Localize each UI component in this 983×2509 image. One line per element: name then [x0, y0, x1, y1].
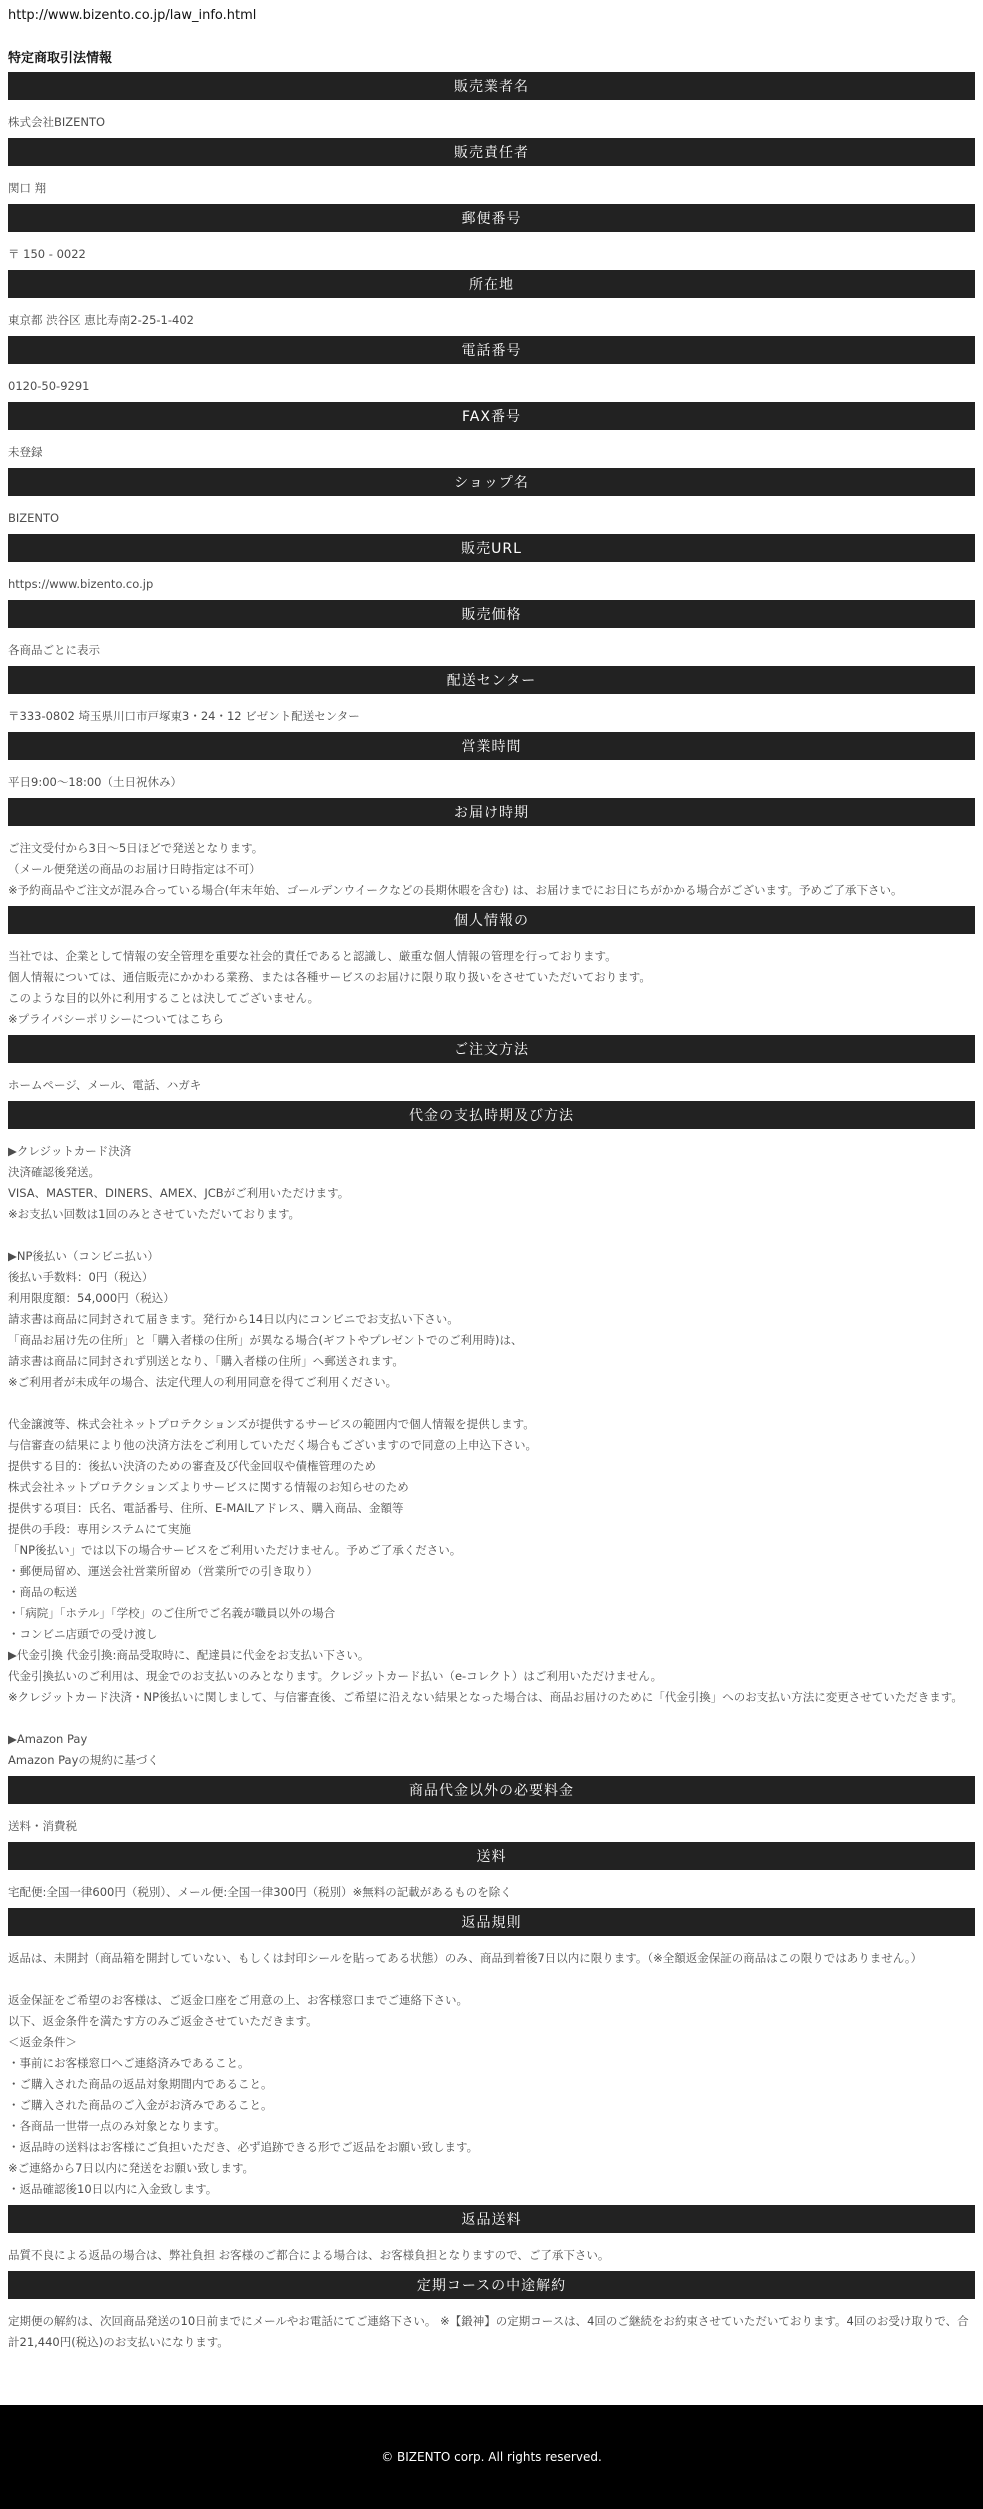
- text-line: [8, 1708, 975, 1729]
- text-line: ※ご利用者が未成年の場合、法定代理人の利用同意を得てご利用ください。: [8, 1375, 398, 1389]
- text-line: 決済確認後発送。: [8, 1165, 100, 1179]
- section-content: [8, 112, 975, 133]
- text-line: BIZENTO: [8, 511, 60, 525]
- text-line: ・各商品一世帯一点のみ対象となります。: [8, 2119, 226, 2133]
- section-heading: 返品送料: [461, 2212, 522, 2228]
- section-heading: 商品代金以外の必要料金: [409, 1783, 574, 1799]
- text-line: 請求書は商品に同封されず別送となり、「購入者様の住所」へ郵送されます。: [8, 1354, 404, 1368]
- section-heading: 営業時間: [461, 739, 522, 755]
- text-line: 「NP後払い」では以下の場合サービスをご利用いただけません。予めご了承ください。: [8, 1543, 462, 1557]
- text-line: 当社では、企業として情報の安全管理を重要な社会的責任であると認識し、厳重な個人情報の管理を行っております。: [8, 949, 617, 963]
- text-line: 個人情報については、通信販売にかかわる業務、または各種サービスのお届けに限り取り扱いをさせていただいております。: [8, 970, 651, 984]
- text-line: [8, 1225, 975, 1246]
- section-content: [8, 772, 975, 793]
- section-heading: 配送センター: [446, 673, 537, 689]
- section-heading: ショップ名: [454, 475, 529, 491]
- text-line: ・ご購入された商品の返品対象期間内であること。: [8, 2077, 273, 2091]
- text-line: ご注文受付から3日～5日ほどで発送となります。: [8, 841, 264, 855]
- text-line: 宅配便:全国一律600円（税別）、メール便:全国一律300円（税別）※無料の記載があるものを除く: [8, 1885, 512, 1899]
- section-content: [8, 442, 975, 463]
- text-line: 東京都 渋谷区 恵比寿南2-25-1-402: [8, 313, 194, 327]
- text-line: ▶Amazon Pay: [8, 1732, 88, 1746]
- text-line: 平日9:00～18:00（土日祝休み）: [8, 775, 182, 789]
- section-content: [8, 838, 975, 901]
- text-line: 代金引換払いのご利用は、現金でのお支払いのみとなります。クレジットカード払い（e-コレクト）はご利用いただけません。: [8, 1669, 663, 1683]
- text-line: ▶代金引換 代金引換:商品受取時に、配達員に代金をお支払い下さい。: [8, 1648, 370, 1662]
- text-line: 〒 150 - 0022: [8, 247, 86, 261]
- section-content: [8, 508, 975, 529]
- text-line: ・コンビニ店頭での受け渡し: [8, 1627, 158, 1641]
- text-line: （メール便発送の商品のお届け日時指定は不可）: [8, 862, 261, 876]
- section-header-bar: [8, 72, 975, 100]
- section-content: [8, 310, 975, 331]
- text-line: https://www.bizento.co.jp: [8, 577, 154, 591]
- text-line: [8, 1969, 975, 1990]
- text-line: このような目的以外に利用することは決してございません。: [8, 991, 320, 1005]
- section-heading: 販売価格: [461, 607, 522, 623]
- page-title: 特定商取引法情報: [8, 51, 113, 66]
- section-heading: 電話番号: [461, 343, 522, 359]
- text-line: ※予約商品やご注文が混み合っている場合(年末年始、ゴールデンウイークなどの長期休暇を含む) は、お届けまでにお日にちがかかる場合がございます。予めご了承下さい。: [8, 883, 903, 897]
- section-heading: 返品規則: [461, 1915, 522, 1931]
- text-line: ・商品の転送: [8, 1585, 77, 1599]
- text-line: ※クレジットカード決済・NP後払いに関しまして、与信審査後、ご希望に沿えない結果となった場合は、商品お届けのために「代金引換」へのお支払い方法に変更させていただきます。: [8, 1690, 963, 1704]
- section-heading: 所在地: [469, 277, 514, 293]
- section-content: [8, 1948, 975, 2200]
- section-heading: 郵便番号: [461, 211, 522, 227]
- section-content: [8, 178, 975, 199]
- sections-container: [8, 72, 975, 2353]
- page-footer: [0, 2405, 983, 2509]
- section-header-bar: [8, 138, 975, 166]
- section-header-bar: [8, 402, 975, 430]
- text-line: ※お支払い回数は1回のみとさせていただいております。: [8, 1207, 301, 1221]
- text-line: 提供する項目：氏名、電話番号、住所、E-MAILアドレス、購入商品、金額等: [8, 1501, 404, 1515]
- text-line: ホームページ、メール、電話、ハガキ: [8, 1078, 202, 1092]
- text-line: 与信審査の結果により他の決済方法をご利用していただく場合もございますので同意の上申込下さい。: [8, 1438, 537, 1452]
- section-content: [8, 574, 975, 595]
- section-header-bar: [8, 1842, 975, 1870]
- section-header-bar: [8, 1101, 975, 1129]
- text-line: VISA、MASTER、DINERS、AMEX、JCBがご利用いただけます。: [8, 1186, 350, 1200]
- section-header-bar: [8, 1035, 975, 1063]
- section-header-bar: [8, 666, 975, 694]
- section-header-bar: [8, 2205, 975, 2233]
- text-line: 以下、返金条件を満たす方のみご返金させていただきます。: [8, 2014, 318, 2028]
- text-line: 請求書は商品に同封されて届きます。発行から14日以内にコンビニでお支払い下さい。: [8, 1312, 459, 1326]
- text-line: 返品は、未開封（商品箱を開封していない、もしくは封印シールを貼ってある状態）のみ、商品到着後7日以内に限ります。（※全額返金保証の商品はこの限りではありません。）: [8, 1951, 923, 1965]
- copyright-text: © BIZENTO corp. All rights reserved.: [381, 2450, 602, 2464]
- section-header-bar: [8, 2271, 975, 2299]
- text-line: 「商品お届け先の住所」と「購入者様の住所」が異なる場合(ギフトやプレゼントでのご利用時)は、: [8, 1333, 523, 1347]
- section-content: [8, 2245, 975, 2266]
- section-content: [8, 640, 975, 661]
- section-content: [8, 376, 975, 397]
- section-heading: FAX番号: [462, 409, 521, 425]
- text-line: 返金保証をご希望のお客様は、ご返金口座をご用意の上、お客様窓口までご連絡下さい。: [8, 1993, 468, 2007]
- section-heading: 販売URL: [461, 541, 522, 557]
- text-line: ・郵便局留め、運送会社営業所留め（営業所での引き取り）: [8, 1564, 319, 1578]
- text-line: ・返品確認後10日以内に入金致します。: [8, 2182, 218, 2196]
- text-line: 後払い手数料：0円（税込）: [8, 1270, 154, 1284]
- section-heading: お届け時期: [454, 805, 529, 821]
- section-header-bar: [8, 798, 975, 826]
- text-line: ・「病院」「ホテル」「学校」のご住所でご名義が職員以外の場合: [8, 1606, 336, 1620]
- text-line: 未登録: [8, 445, 43, 459]
- section-content: [8, 1075, 975, 1096]
- section-content: [8, 2311, 975, 2353]
- text-line: 〒333-0802 埼玉県川口市戸塚東3・24・12 ビゼント配送センター: [8, 709, 360, 723]
- section-header-bar: [8, 468, 975, 496]
- section-header-bar: [8, 732, 975, 760]
- section-heading: 代金の支払時期及び方法: [409, 1108, 574, 1124]
- section-header-bar: [8, 204, 975, 232]
- text-line: [8, 1393, 975, 1414]
- text-line: Amazon Payの規約に基づく: [8, 1753, 159, 1767]
- section-content: [8, 244, 975, 265]
- text-line: 各商品ごとに表示: [8, 643, 100, 657]
- section-header-bar: [8, 534, 975, 562]
- text-line: 0120-50-9291: [8, 379, 90, 393]
- text-line: ・ご購入された商品のご入金がお済みであること。: [8, 2098, 273, 2112]
- text-line: ※ご連絡から7日以内に発送をお願い致します。: [8, 2161, 255, 2175]
- text-line: 関口 翔: [8, 181, 47, 195]
- text-line: ＜返金条件＞: [8, 2035, 77, 2049]
- text-line: 株式会社BIZENTO: [8, 115, 106, 129]
- section-heading: 販売責任者: [454, 145, 529, 161]
- text-line: 代金譲渡等、株式会社ネットプロテクションズが提供するサービスの範囲内で個人情報を提供します。: [8, 1417, 535, 1431]
- section-heading: 販売業者名: [454, 79, 529, 95]
- text-line: 提供する目的：後払い決済のための審査及び代金回収や債権管理のため: [8, 1459, 376, 1473]
- text-line: 株式会社ネットプロテクションズよりサービスに関する情報のお知らせのため: [8, 1480, 409, 1494]
- text-line: ※プライバシーポリシーについてはこちら: [8, 1012, 224, 1026]
- text-line: ・返品時の送料はお客様にご負担いただき、必ず追跡できる形でご返品をお願い致します。: [8, 2140, 479, 2154]
- section-content: [8, 1141, 975, 1771]
- text-line: 品質不良による返品の場合は、弊社負担 お客様のご都合による場合は、お客様負担となりますので、ご了承下さい。: [8, 2248, 610, 2262]
- section-content: [8, 1816, 975, 1837]
- section-content: [8, 1882, 975, 1903]
- section-heading: 送料: [476, 1849, 507, 1865]
- text-line: ・事前にお客様窓口へご連絡済みであること。: [8, 2056, 250, 2070]
- section-header-bar: [8, 1776, 975, 1804]
- section-heading: ご注文方法: [454, 1042, 529, 1058]
- section-content: [8, 706, 975, 727]
- text-line: 提供の手段：専用システムにて実施: [8, 1522, 191, 1536]
- text-line: 定期便の解約は、次回商品発送の10日前までにメールやお電話にてご連絡下さい。 ※【鍛神】の定期コースは、4回のご継続をお約束させていただいております。4回のお受け取りで、合計21,440円(税込)のお支払いになります。: [8, 2314, 969, 2349]
- page-url: http://www.bizento.co.jp/law_info.html: [8, 8, 257, 23]
- section-heading: 定期コースの中途解約: [416, 2278, 567, 2294]
- text-line: 送料・消費税: [8, 1819, 77, 1833]
- section-header-bar: [8, 1908, 975, 1936]
- text-line: ▶NP後払い（コンビニ払い）: [8, 1249, 159, 1263]
- section-header-bar: [8, 600, 975, 628]
- section-header-bar: [8, 336, 975, 364]
- section-header-bar: [8, 906, 975, 934]
- section-content: [8, 946, 975, 1030]
- section-heading: 個人情報の: [454, 913, 529, 929]
- text-line: ▶クレジットカード決済: [8, 1144, 132, 1158]
- text-line: 利用限度額：54,000円（税込）: [8, 1291, 175, 1305]
- section-header-bar: [8, 270, 975, 298]
